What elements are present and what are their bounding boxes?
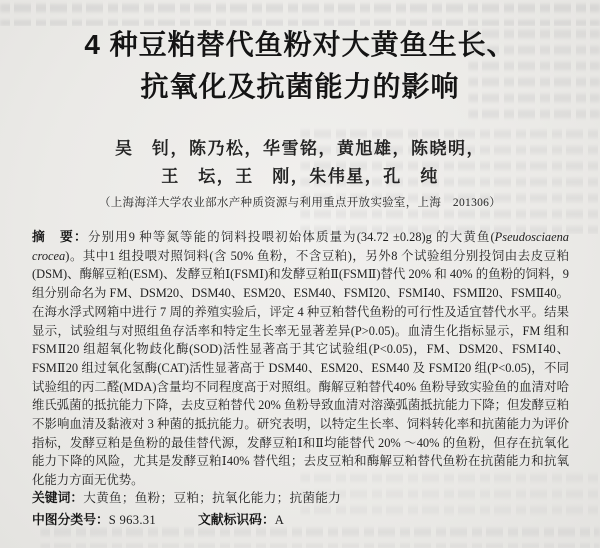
document-code-group — [198, 513, 284, 527]
document-code-value: A — [274, 513, 284, 527]
paper-title — [0, 24, 600, 108]
abstract-text-part1: 分别用9 种等氮等能的饲料投喂初始体质量为(34.72 ±0.28)g 的大黄鱼( — [88, 230, 495, 244]
affiliation: （上海海洋大学农业部水产种质资源与利用重点开放实验室，上海 201306） — [98, 197, 502, 209]
paper-title-line2: 抗氧化及抗菌能力的影响 — [140, 71, 460, 102]
keywords-value: 大黄鱼；鱼粉；豆粕；抗氧化能力；抗菌能力 — [83, 491, 342, 505]
authors-line1: 吴 钊，陈乃松，华雪铭，黄旭雄，陈晓明， — [115, 139, 485, 158]
clc-number-label: 中图分类号： — [32, 512, 109, 527]
abstract-text-part2: )。其中1 组投喂对照饲料(含 50% 鱼粉，不含豆粕)，另外8 个试验组分别投饲由去皮豆粕(DSM)、酶解豆粕(ESM)、发酵豆粕Ⅰ(FSMⅠ)和发酵豆粕Ⅱ(FSMⅡ)替代 20% 和 40% 的鱼粉的饲料，9 组分别命名为 FM、DSM20、DSM40、ESM20、ESM40、FSMⅠ20、FSMⅠ40、FSMⅡ20、FSMⅡ40。在海水浮式网箱中进行 7 周的养殖实验后，评定 4 种豆粕替代鱼粉的可行性及适宜替代水平。结果显示，试验组与对照组鱼存活率和特定生长率无显著差异(P>0.05)。血清生化指标显示，FM 组和 FSMⅡ20 组超氧化物歧化酶(SOD)活性显著高于其它试验组(P<0.05)，FM、DSM20、FSMⅠ40、FSMⅡ20 组过氧化氢酶(CAT)活性显著高于 DSM40、ESM20、ESM40 及 FSMⅠ20 组(P<0.05)，不同试验组的丙二醛(MDA)含量均不同程度高于对照组。酶解豆粕替代40% 鱼粉导致实验鱼的血清对哈维氏弧菌的抵抗能力下降，去皮豆粕替代 20% 鱼粉导致血清对溶藻弧菌抵抗能力下降；但发酵豆粕不影响血清及黏液对 3 种菌的抵抗能力。研究表明，以特定生长率、饲料转化率和抗菌能力为评价指标，发酵豆粕是鱼粉的最佳替代源，发酵豆粕Ⅰ和Ⅱ均能替代 20% ～40% 的鱼粉，但存在抗氧化能力下降的风险，尤其是发酵豆粕Ⅰ40% 替代组；去皮豆粕和酶解豆粕替代鱼粉在抗菌能力和抗氧化能力方面无优势。 — [32, 248, 569, 488]
keywords-row — [32, 487, 341, 506]
keywords-label: 关键词： — [32, 490, 84, 505]
classification-row — [32, 509, 284, 528]
paper-title-line1: 4 种豆粕替代鱼粉对大黄鱼生长、 — [84, 29, 516, 60]
species-latin-name: Pseudosciaena crocea — [32, 230, 569, 263]
authors-line2: 王 坛，王 刚，朱伟星，孔 纯 — [161, 167, 439, 186]
bleed-through-artifact — [0, 0, 600, 26]
clc-number-value: S 963.31 — [108, 513, 156, 527]
document-code-label: 文献标识码： — [197, 512, 275, 527]
abstract-paragraph — [32, 228, 569, 490]
abstract-label: 摘 要： — [32, 229, 88, 244]
